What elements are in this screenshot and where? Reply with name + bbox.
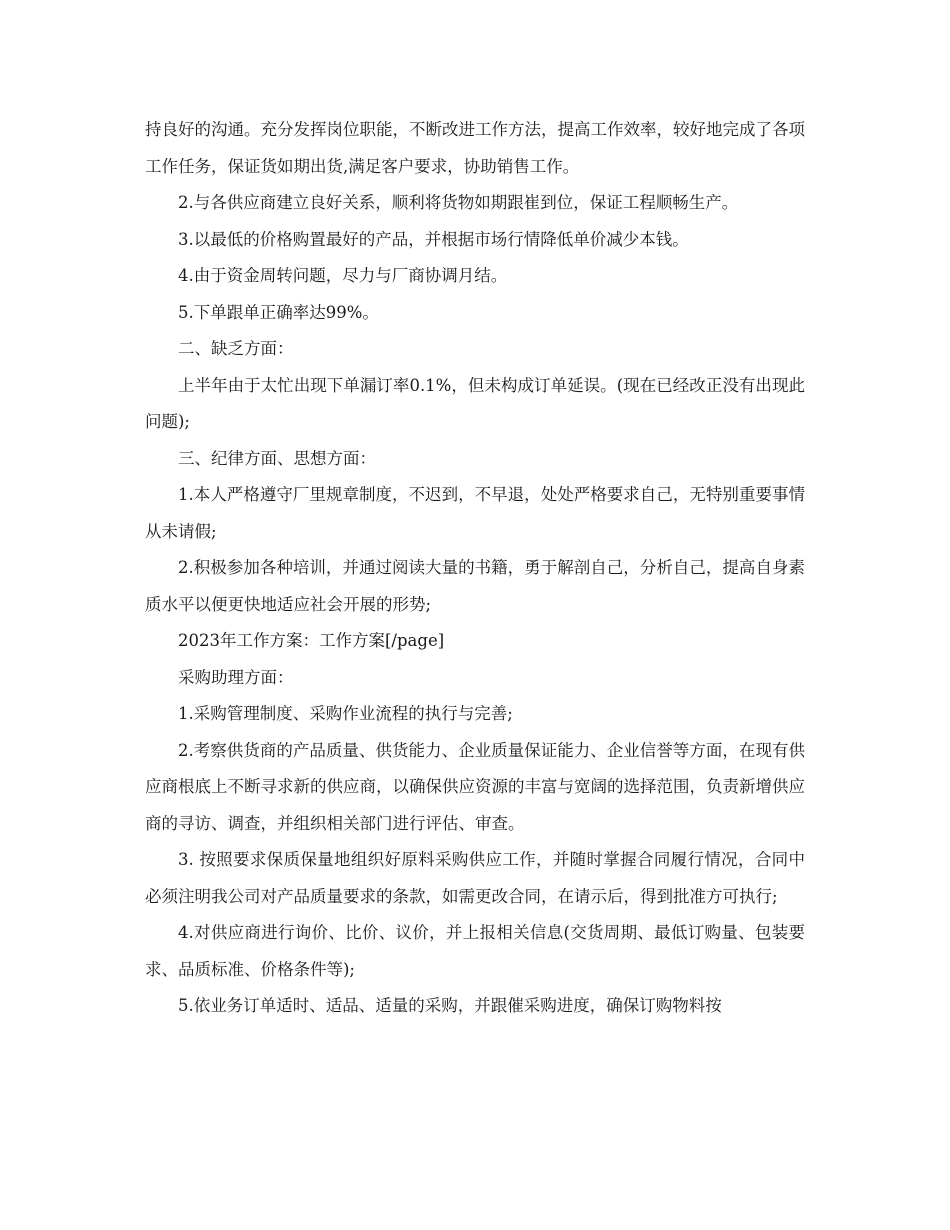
section-heading-discipline: 三、纪律方面、思想方面： [178,448,376,468]
paragraph-9: 1.本人严格遵守厂里规章制度，不迟到，不早退，处处严格要求自己，无特别重要事情从未请假; [145,485,805,541]
paragraph-4: 4.由于资金周转问题，尽力与厂商协调月结。 [178,266,508,285]
paragraph-10: 2.积极参加各种培训，并通过阅读大量的书籍，勇于解剖自己，分析自己，提高自身素质水平以便更快地适应社会开展的形势; [145,558,805,614]
paragraph-2: 2.与各供应商建立良好关系，顺利将货物如期跟崔到位，保证工程顺畅生产。 [178,193,739,212]
section-heading-shortcomings: 二、缺乏方面： [178,339,294,358]
document-page [145,112,805,1025]
paragraph-5: 5.下单跟单正确率达99%。 [178,302,379,322]
paragraph-16: 4.对供应商进行询价、比价、议价，并上报相关信息(交货周期、最低订购量、包装要求、品质标准、价格条件等); [145,923,805,979]
paragraph-13: 1.采购管理制度、采购作业流程的执行与完善; [178,704,513,723]
paragraph-14: 2.考察供货商的产品质量、供货能力、企业质量保证能力、企业信誉等方面，在现有供应商根底上不断寻求新的供应商，以确保供应资源的丰富与宽阔的选择范围，负责新增供应商的寻访、调查，并组织相关部门进行评估、审查。 [145,740,805,833]
paragraph-15: 3. 按照要求保质保量地组织好原料采购供应工作，并随时掌握合同履行情况，合同中必须注明我公司对产品质量要求的条款，如需更改合同，在请示后，得到批准方可执行; [145,850,805,906]
paragraph-1: 持良好的沟通。充分发挥岗位职能，不断改进工作方法，提高工作效率，较好地完成了各项工作任务，保证货如期出货,满足客户要求，协助销售工作。 [145,120,805,176]
section-heading-plan: 2023年工作方案：工作方案[/page] [178,631,445,650]
paragraph-7: 上半年由于太忙出现下单漏订率0.1%，但未构成订单延误。(现在已经改正没有出现此问题); [145,375,805,431]
paragraph-3: 3.以最低的价格购置最好的产品，并根据市场行情降低单价减少本钱。 [178,229,689,249]
paragraph-17: 5.依业务订单适时、适品、适量的采购，并跟催采购进度，确保订购物料按 [178,996,722,1015]
section-heading-purchasing: 采购助理方面： [178,667,294,687]
